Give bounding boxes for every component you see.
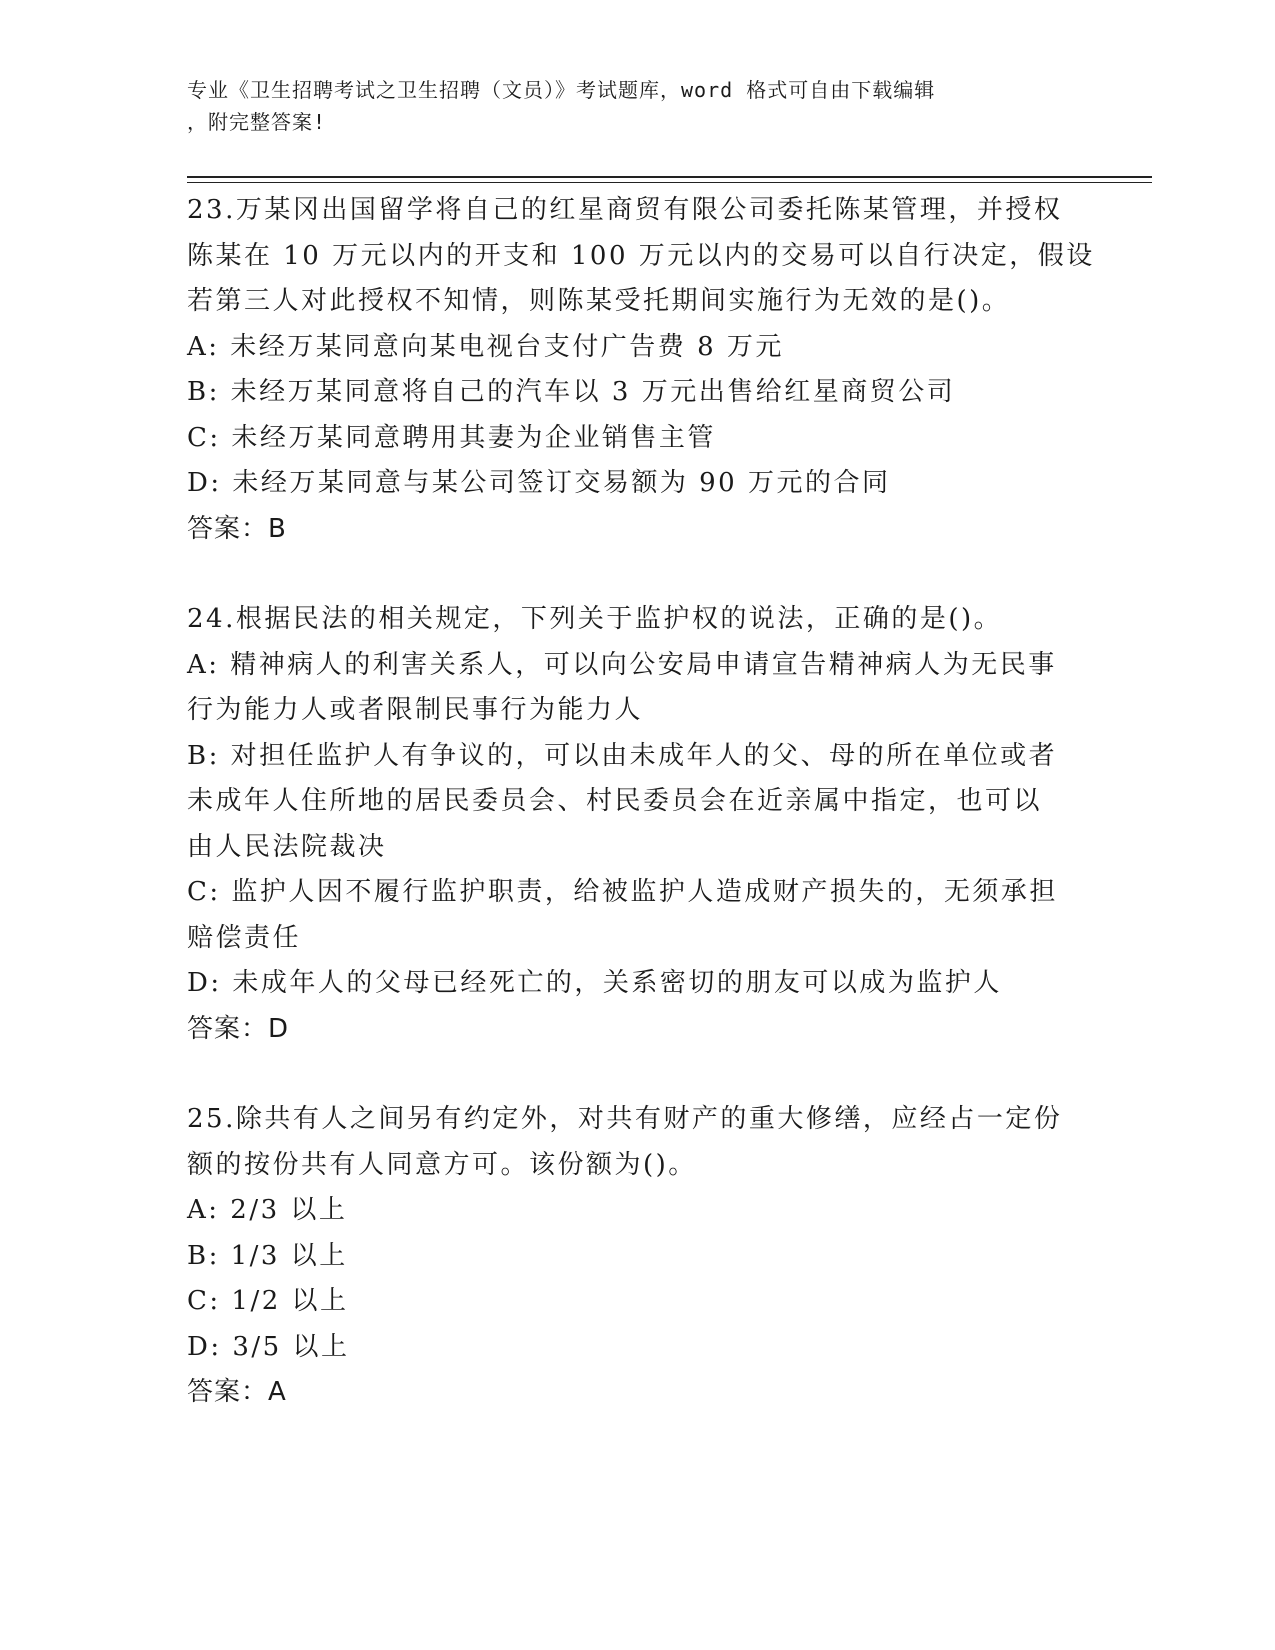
- question-stem-line: 24.根据民法的相关规定，下列关于监护权的说法，正确的是()。: [187, 604, 1003, 634]
- question-23: [187, 188, 1095, 552]
- header-divider-thin: [187, 182, 1152, 183]
- option-b-continued: 由人民法院裁决: [187, 831, 387, 862]
- option-b-continued: 未成年人住所地的居民委员会、村民委员会在近亲属中指定，也可以: [187, 786, 1043, 816]
- question-stem-line: 若第三人对此授权不知情，则陈某受托期间实施行为无效的是()。: [187, 286, 1011, 316]
- header-divider-thick: [187, 176, 1152, 178]
- question-stem-line: 额的按份共有人同意方可。该份额为()。: [187, 1149, 697, 1180]
- option-b: B: 未经万某同意将自己的汽车以 3 万元出售给红星商贸公司: [187, 377, 956, 407]
- question-stem-line: 陈某在 10 万元以内的开支和 100 万元以内的交易可以自行决定，假设: [187, 240, 1095, 271]
- option-d: D: 未成年人的父母已经死亡的，关系密切的朋友可以成为监护人: [187, 968, 1002, 998]
- answer-label: 答案：B: [187, 513, 287, 544]
- answer-label: 答案：A: [187, 1377, 287, 1407]
- option-c: C: 1/2 以上: [187, 1286, 349, 1316]
- option-b: B: 1/3 以上: [187, 1240, 348, 1271]
- option-a: A: 未经万某同意向某电视台支付广告费 8 万元: [187, 331, 784, 362]
- option-d: D: 未经万某同意与某公司签订交易额为 90 万元的合同: [187, 468, 891, 498]
- question-25: [187, 1097, 1087, 1416]
- question-list: [187, 188, 1095, 1416]
- question-stem-line: 25.除共有人之间另有约定外，对共有财产的重大修缮，应经占一定份: [187, 1104, 1063, 1134]
- option-a-continued: 行为能力人或者限制民事行为能力人: [187, 695, 644, 725]
- header-line-1: 专业《卫生招聘考试之卫生招聘（文员）》考试题库，word 格式可自由下载编辑: [187, 78, 936, 102]
- option-c: C: 监护人因不履行监护职责，给被监护人造成财产损失的，无须承担: [187, 877, 1058, 907]
- option-a: A: 2/3 以上: [187, 1195, 348, 1225]
- answer-label: 答案：D: [187, 1013, 290, 1044]
- option-d: D: 3/5 以上: [187, 1331, 350, 1362]
- option-a: A: 精神病人的利害关系人，可以向公安局申请宣告精神病人为无民事: [187, 649, 1057, 680]
- question-24: [187, 597, 1087, 1052]
- option-c-continued: 赔偿责任: [187, 922, 302, 953]
- question-stem-line: 23.万某冈出国留学将自己的红星商贸有限公司委托陈某管理，并授权: [187, 195, 1063, 225]
- header-line-2: ，附完整答案!: [187, 110, 327, 134]
- option-b: B: 对担任监护人有争议的，可以由未成年人的父、母的所在单位或者: [187, 740, 1058, 771]
- option-c: C: 未经万某同意聘用其妻为企业销售主管: [187, 422, 716, 453]
- document-header: [187, 74, 1067, 138]
